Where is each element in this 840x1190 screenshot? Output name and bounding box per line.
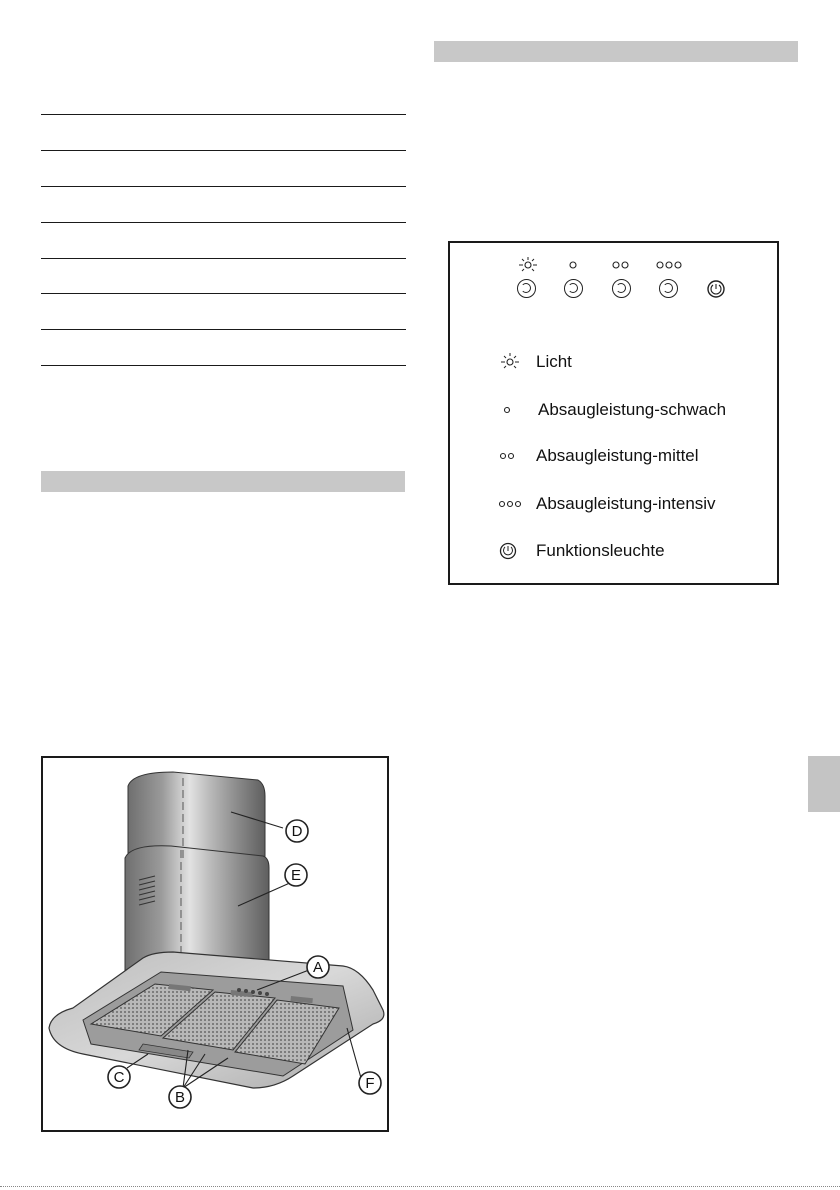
light-button[interactable] bbox=[517, 279, 536, 298]
callout-letter: B bbox=[174, 1089, 186, 1106]
two-dots-icon bbox=[498, 445, 528, 467]
hood-diagram-figure bbox=[41, 756, 389, 1132]
callout-f-icon bbox=[357, 1070, 383, 1096]
section-header-bar-right bbox=[434, 41, 798, 62]
callout-b-icon bbox=[167, 1084, 193, 1110]
function-light-icon bbox=[498, 540, 528, 562]
table-rule bbox=[41, 186, 406, 187]
table-rule bbox=[41, 222, 406, 223]
section-header-bar-left bbox=[41, 471, 405, 492]
callout-letter: D bbox=[291, 823, 303, 840]
legend-label-light: Licht bbox=[536, 352, 572, 371]
table-rule bbox=[41, 293, 406, 294]
legend-label-high: Absaugleistung-intensiv bbox=[536, 494, 716, 513]
one-dot-symbol-icon bbox=[567, 260, 579, 270]
callout-letter: F bbox=[365, 1075, 375, 1092]
one-dot-icon bbox=[498, 399, 528, 421]
legend-label-function: Funktionsleuchte bbox=[536, 541, 665, 560]
table-rule bbox=[41, 365, 406, 366]
table-rule bbox=[41, 150, 406, 151]
callout-letter: E bbox=[290, 867, 302, 884]
callout-a-icon bbox=[305, 954, 331, 980]
table-rule bbox=[41, 258, 406, 259]
control-panel-figure bbox=[448, 241, 779, 585]
light-icon bbox=[498, 351, 528, 373]
callout-e-icon bbox=[283, 862, 309, 888]
cooker-hood-illustration bbox=[43, 758, 387, 1130]
speed-low-button[interactable] bbox=[564, 279, 583, 298]
table-rule bbox=[41, 114, 406, 115]
three-dots-icon bbox=[498, 493, 528, 515]
three-dots-symbol-icon bbox=[655, 260, 685, 270]
page-bottom-dotted-line bbox=[0, 1186, 840, 1187]
function-light-indicator-icon bbox=[706, 279, 726, 299]
callout-letter: A bbox=[312, 959, 324, 976]
side-thumb-tab bbox=[808, 756, 840, 812]
legend-label-low: Absaugleistung-schwach bbox=[538, 400, 727, 419]
light-symbol-icon bbox=[516, 256, 540, 272]
callout-d-icon bbox=[284, 818, 310, 844]
callout-c-icon bbox=[106, 1064, 132, 1090]
callout-letter: C bbox=[113, 1069, 125, 1086]
speed-high-button[interactable] bbox=[659, 279, 678, 298]
two-dots-symbol-icon bbox=[611, 260, 631, 270]
speed-medium-button[interactable] bbox=[612, 279, 631, 298]
table-rule bbox=[41, 329, 406, 330]
legend-label-medium: Absaugleistung-mittel bbox=[536, 446, 699, 465]
